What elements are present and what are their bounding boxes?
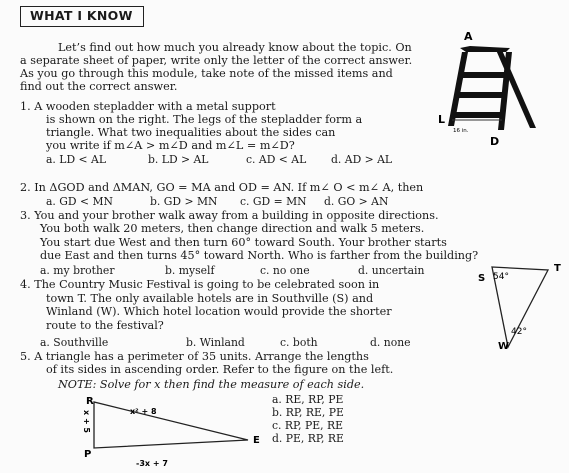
festival-label-s: S: [478, 273, 486, 284]
ladder-measure: 16 in.: [453, 128, 469, 134]
festival-label-w: W: [498, 341, 510, 352]
intro-line: find out the correct answer.: [20, 80, 178, 93]
festival-label-t: T: [554, 263, 561, 274]
side-pe-label: -3x + 7: [136, 459, 168, 468]
ladder-drawing: [448, 46, 536, 130]
q5-stem: of its sides in ascending order. Refer to the figure on the left.: [46, 363, 394, 376]
q4-stem: town T. The only available hotels are in Southville (S) and: [46, 292, 374, 305]
q4-choice-c[interactable]: c. both: [280, 336, 318, 349]
q4-choice-b[interactable]: b. Winland: [186, 336, 245, 349]
q3-choice-c[interactable]: c. no one: [260, 264, 310, 277]
q4-choice-d[interactable]: d. none: [370, 336, 411, 349]
festival-triangle-figure: [478, 255, 568, 355]
side-rp-label: x + 5: [82, 410, 91, 433]
q4-stem: route to the festival?: [46, 319, 164, 332]
triangle-label-r: R: [86, 396, 94, 407]
q4-stem: Winland (W). Which hotel location would provide the shorter: [46, 305, 392, 318]
q3-choice-b[interactable]: b. myself: [165, 264, 215, 277]
q2-choice-d[interactable]: d. GO > AN: [324, 195, 389, 208]
q2-choice-a[interactable]: a. GD < MN: [46, 195, 113, 208]
intro-line: As you go through this module, take note of the missed items and: [20, 67, 393, 80]
triangle-label-p: P: [84, 449, 92, 460]
stepladder-figure: [440, 28, 550, 158]
q5-note: NOTE: Solve for x then find the measure of each side.: [58, 378, 365, 391]
q1-choice-b[interactable]: b. LD > AL: [148, 153, 209, 166]
q1-choice-a[interactable]: a. LD < AL: [46, 153, 107, 166]
q5-choice-a[interactable]: a. RE, RP, PE: [272, 393, 344, 406]
q5-choice-b[interactable]: b. RP, RE, PE: [272, 406, 344, 419]
angle-w-label: 42°: [511, 327, 527, 337]
q5-choice-d[interactable]: d. PE, RP, RE: [272, 432, 344, 445]
triangle-label-e: E: [253, 435, 260, 446]
ladder-label-d: D: [490, 135, 500, 148]
intro-line: Let’s find out how much you already know about the topic. On: [58, 41, 412, 54]
section-title: WHAT I KNOW: [20, 6, 144, 27]
triangle-rpe-figure: [70, 394, 265, 470]
q2-choice-c[interactable]: c. GD = MN: [240, 195, 307, 208]
q1-stem: is shown on the right. The legs of the stepladder form a: [46, 113, 363, 126]
q1-stem: triangle. What two inequalities about the sides can: [46, 126, 336, 139]
ladder-label-a: A: [464, 30, 473, 43]
q3-stem: You both walk 20 meters, then change direction and walk 5 meters.: [40, 222, 425, 235]
q1-choice-d[interactable]: d. AD > AL: [331, 153, 393, 166]
intro-line: a separate sheet of paper, write only the letter of the correct answer.: [20, 54, 413, 67]
q3-stem: You start due West and then turn 60° toward South. Your brother starts: [40, 236, 447, 249]
ladder-label-l: L: [438, 113, 446, 126]
q4-choice-a[interactable]: a. Southville: [40, 336, 109, 349]
q2-choice-b[interactable]: b. GD > MN: [150, 195, 218, 208]
side-re-label: x² + 8: [130, 407, 157, 416]
angle-s-label: 54°: [493, 272, 509, 282]
q3-choice-d[interactable]: d. uncertain: [358, 264, 425, 277]
q4-stem: 4. The Country Music Festival is going to be celebrated soon in: [20, 278, 380, 291]
q3-stem: 3. You and your brother walk away from a building in opposite directions.: [20, 209, 439, 222]
q3-stem: due East and then turns 45° toward North. Who is farther from the building?: [40, 249, 479, 262]
q5-choice-c[interactable]: c. RP, PE, RE: [272, 419, 344, 432]
q1-stem: 1. A wooden stepladder with a metal support: [20, 100, 276, 113]
q2-stem: 2. In ΔGOD and ΔMAN, GO = MA and OD = AN. If m∠ O < m∠ A, then: [20, 181, 424, 194]
q1-choice-c[interactable]: c. AD < AL: [246, 153, 307, 166]
q3-choice-a[interactable]: a. my brother: [40, 264, 115, 277]
q5-stem: 5. A triangle has a perimeter of 35 units. Arrange the lengths: [20, 350, 369, 363]
q1-stem: you write if m∠A > m∠D and m∠L = m∠D?: [46, 139, 295, 152]
